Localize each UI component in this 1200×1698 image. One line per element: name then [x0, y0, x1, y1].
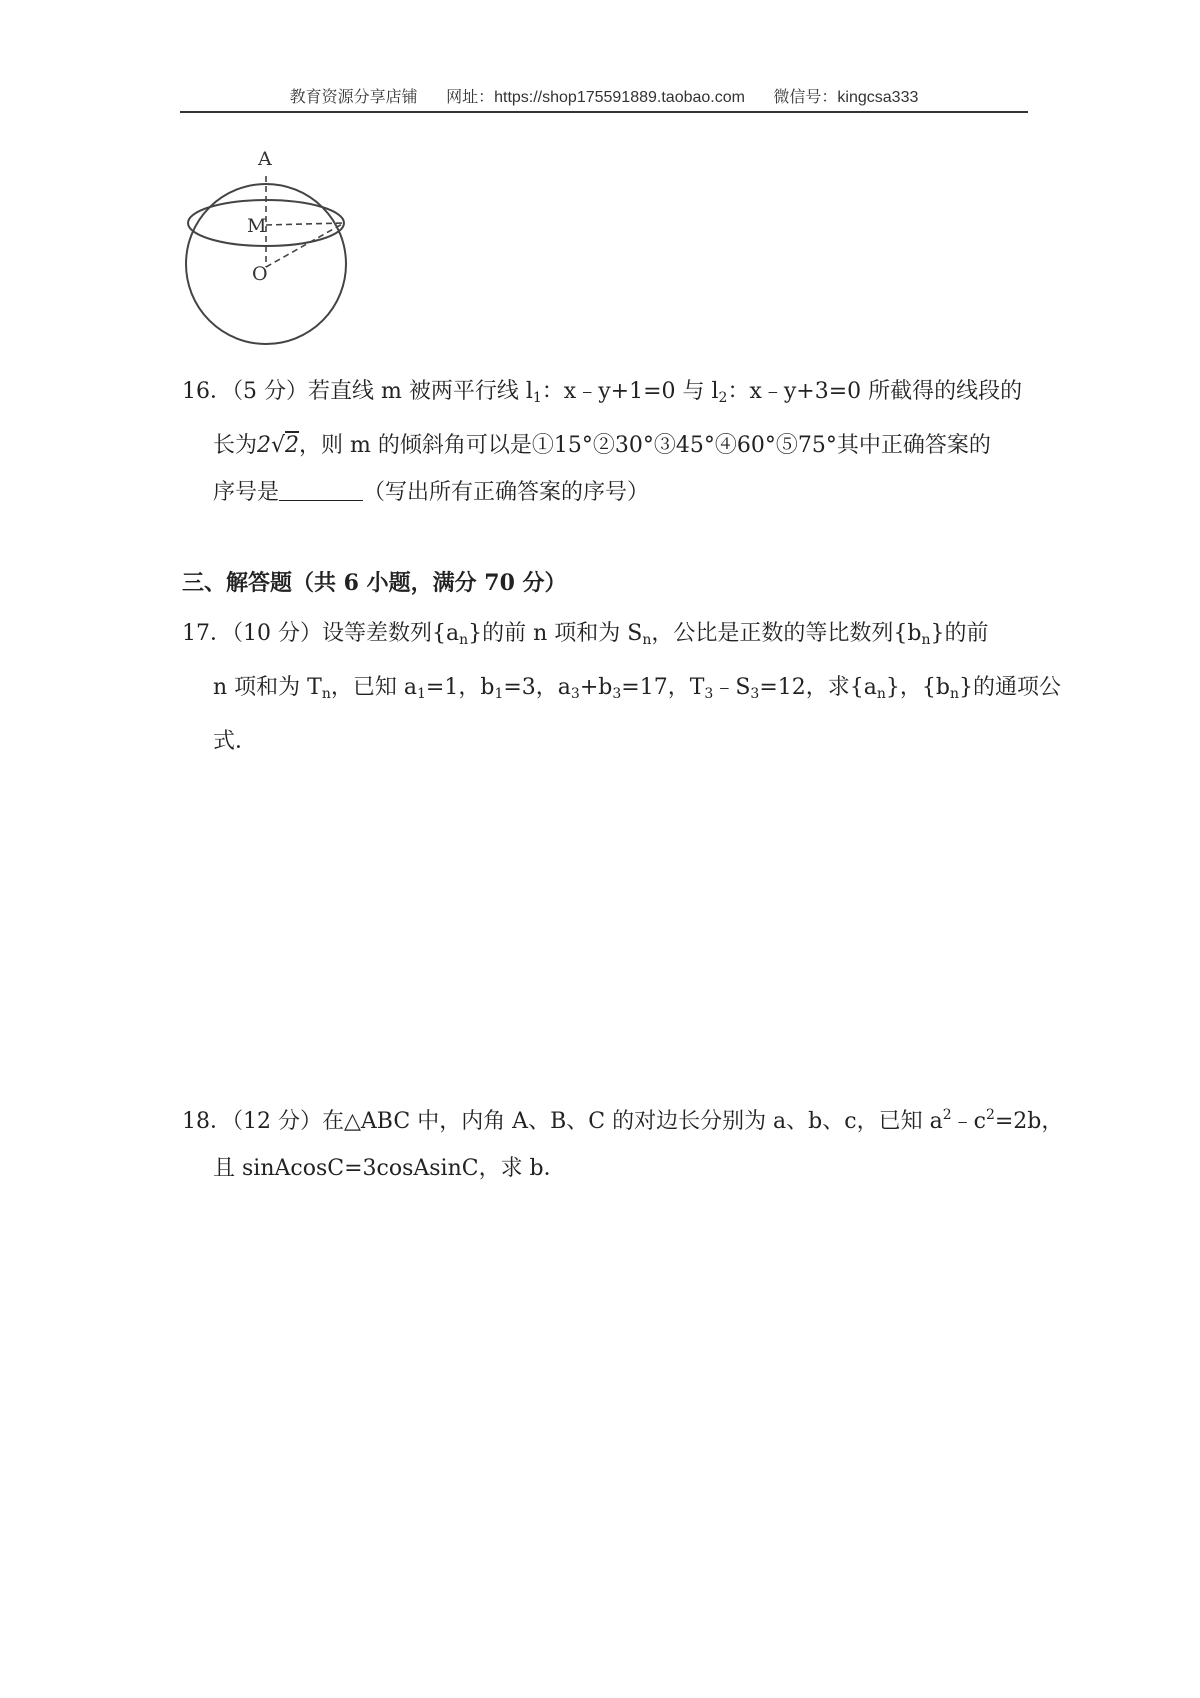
question-17 — [182, 610, 1061, 765]
header-wechat: 微信号：kingcsa333 — [773, 89, 919, 106]
q16-line-3: 序号是 （写出所有正确答案的序号） — [213, 480, 650, 505]
q16-line-1: 16．（5 分）若直线 m 被两平行线 $l_1$：x﹣y+1=0 与 $l_2$：x﹣y+3=0 所截得的线段的 — [182, 379, 1023, 406]
label-o: O — [252, 263, 268, 285]
label-m: M — [247, 215, 267, 237]
q16-line-2: 长为2√2，则 m 的倾斜角可以是①15°②30°③45°④60°⑤75°其中正确答案的 — [213, 433, 991, 458]
question-16 — [182, 368, 1022, 516]
q18-line-2: 且 sinAcosC=3cosAsinC，求 b． — [213, 1156, 566, 1181]
q17-line-3: 式． — [213, 729, 258, 754]
header-shop: 教育资源分享店铺 — [289, 89, 418, 106]
header-rule — [180, 111, 1028, 113]
answer-blank — [279, 478, 363, 501]
header-url: 网址：https://shop175591889.taobao.com — [446, 89, 745, 106]
question-18 — [182, 1092, 1063, 1192]
sphere-figure — [176, 143, 376, 363]
q18-line-1: 18．（12 分）在△ABC 中，内角 A、B、C 的对边长分别为 a、b、c，已知 $a^2﹣c^2=2b$， — [182, 1107, 1064, 1134]
label-a: A — [258, 148, 272, 170]
page-header — [180, 84, 1028, 112]
q17-line-2: n 项和为 $T_n$，已知 $a_1=1$，$b_1=3$，$a_3+b_3=17$，$T_3﹣S_3=12$，求$\{a_n\}$，$\{b_n\}$的通项公 — [213, 675, 1062, 702]
section-heading: 三、解答题（共 6 小题，满分 70 分） — [182, 570, 567, 596]
two-root-two: 2√2 — [257, 433, 300, 458]
radius-m-line — [266, 223, 344, 225]
q17-line-1: 17．（10 分）设等差数列$\{a_n\}$的前 n 项和为 $S_n$，公比是正数的等比数列$\{b_n\}$的前 — [182, 621, 989, 648]
